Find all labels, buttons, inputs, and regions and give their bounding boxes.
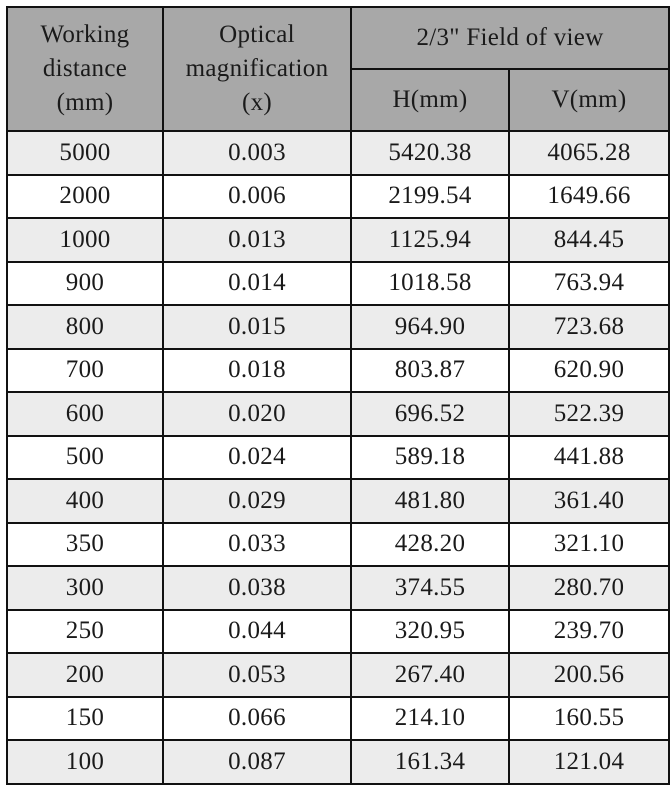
cell-v: 361.40 [509,479,669,523]
cell-working-distance: 150 [7,697,163,741]
table-body [7,131,669,784]
cell-working-distance: 350 [7,523,163,567]
table-row [7,566,669,610]
cell-h: 803.87 [351,349,509,393]
cell-v: 723.68 [509,305,669,349]
cell-h: 428.20 [351,523,509,567]
table-row [7,740,669,784]
cell-h: 1125.94 [351,218,509,262]
table-row [7,262,669,306]
cell-optical-magnification: 0.033 [163,523,351,567]
cell-optical-magnification: 0.018 [163,349,351,393]
cell-optical-magnification: 0.015 [163,305,351,349]
cell-h: 481.80 [351,479,509,523]
cell-optical-magnification: 0.006 [163,175,351,219]
table-row [7,218,669,262]
cell-v: 844.45 [509,218,669,262]
cell-h: 696.52 [351,392,509,436]
header-h: H(mm) [351,69,509,131]
field-of-view-table [6,6,670,785]
cell-h: 2199.54 [351,175,509,219]
header-v: V(mm) [509,69,669,131]
header-working-distance [7,7,163,131]
cell-working-distance: 800 [7,305,163,349]
cell-optical-magnification: 0.066 [163,697,351,741]
cell-optical-magnification: 0.024 [163,436,351,480]
cell-h: 964.90 [351,305,509,349]
cell-working-distance: 5000 [7,131,163,175]
table-row [7,436,669,480]
header-optical-magnification-line2: magnification [185,55,329,82]
cell-working-distance: 200 [7,653,163,697]
table-row [7,653,669,697]
cell-optical-magnification: 0.003 [163,131,351,175]
cell-optical-magnification: 0.038 [163,566,351,610]
cell-v: 441.88 [509,436,669,480]
header-row-top [7,7,669,69]
cell-working-distance: 700 [7,349,163,393]
cell-h: 1018.58 [351,262,509,306]
table-row [7,305,669,349]
header-working-distance-line3: (mm) [56,89,114,116]
cell-h: 161.34 [351,740,509,784]
cell-working-distance: 600 [7,392,163,436]
cell-v: 160.55 [509,697,669,741]
table-row [7,392,669,436]
table-row [7,131,669,175]
table-row [7,349,669,393]
header-optical-magnification-line1: Optical [219,21,295,48]
cell-h: 374.55 [351,566,509,610]
cell-h: 589.18 [351,436,509,480]
cell-optical-magnification: 0.014 [163,262,351,306]
cell-v: 4065.28 [509,131,669,175]
cell-v: 522.39 [509,392,669,436]
cell-working-distance: 400 [7,479,163,523]
table-row [7,479,669,523]
cell-working-distance: 100 [7,740,163,784]
cell-v: 200.56 [509,653,669,697]
cell-h: 267.40 [351,653,509,697]
cell-working-distance: 300 [7,566,163,610]
cell-v: 280.70 [509,566,669,610]
cell-optical-magnification: 0.044 [163,610,351,654]
cell-working-distance: 250 [7,610,163,654]
cell-working-distance: 1000 [7,218,163,262]
cell-v: 321.10 [509,523,669,567]
table-row [7,697,669,741]
header-working-distance-line1: Working [40,21,130,48]
cell-v: 121.04 [509,740,669,784]
cell-v: 620.90 [509,349,669,393]
header-working-distance-line2: distance [42,55,128,82]
header-optical-magnification [163,7,351,131]
table-row [7,175,669,219]
cell-optical-magnification: 0.020 [163,392,351,436]
cell-h: 5420.38 [351,131,509,175]
cell-v: 1649.66 [509,175,669,219]
table-row [7,523,669,567]
cell-h: 320.95 [351,610,509,654]
header-optical-magnification-line3: (x) [241,89,273,116]
cell-optical-magnification: 0.013 [163,218,351,262]
table-row [7,610,669,654]
header-field-of-view: 2/3" Field of view [351,7,669,69]
cell-optical-magnification: 0.029 [163,479,351,523]
table-header [7,7,669,131]
cell-optical-magnification: 0.087 [163,740,351,784]
cell-h: 214.10 [351,697,509,741]
cell-working-distance: 900 [7,262,163,306]
cell-optical-magnification: 0.053 [163,653,351,697]
spec-table-container [6,6,668,788]
cell-v: 763.94 [509,262,669,306]
cell-working-distance: 2000 [7,175,163,219]
cell-v: 239.70 [509,610,669,654]
cell-working-distance: 500 [7,436,163,480]
